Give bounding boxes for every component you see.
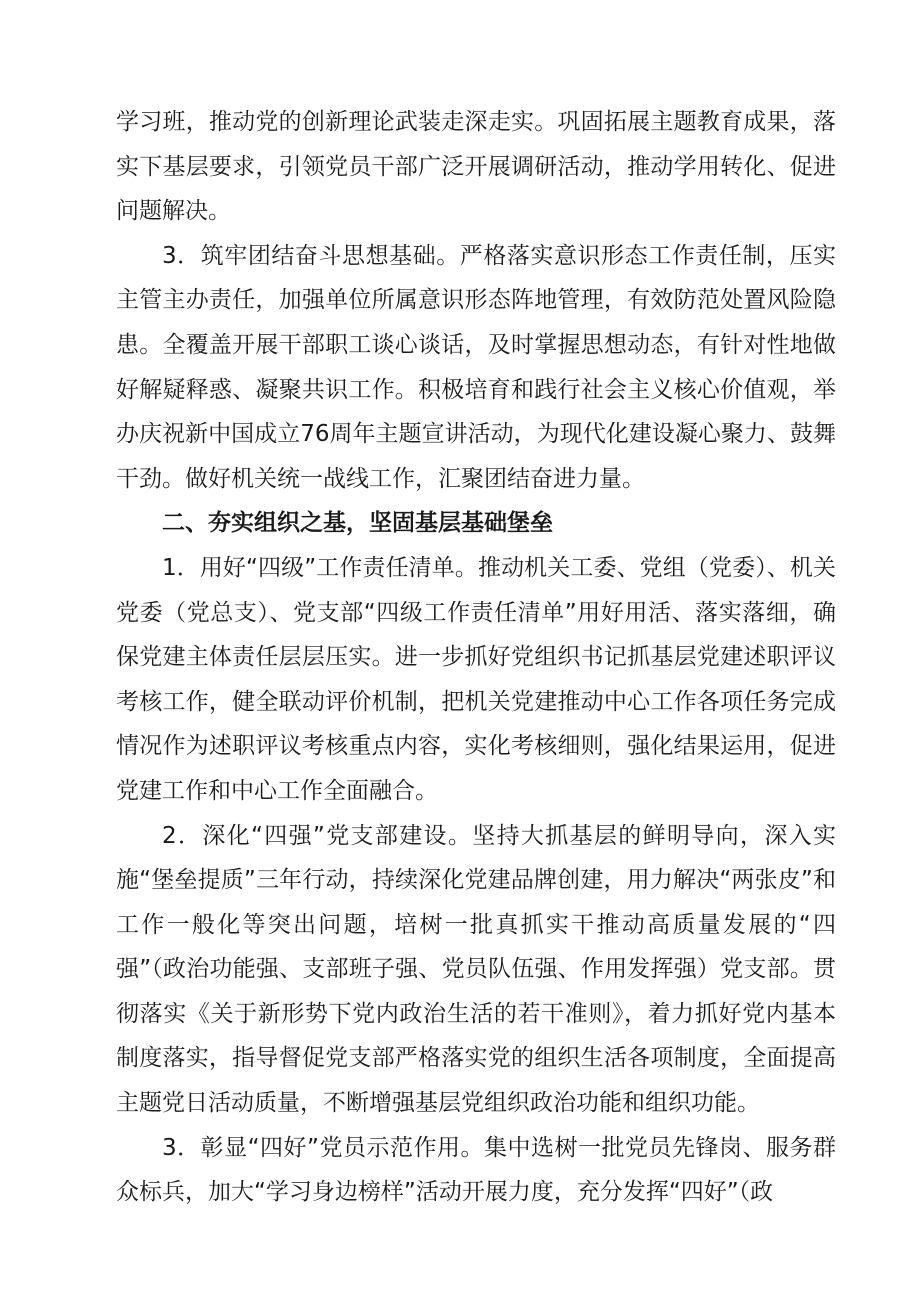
document-body	[116, 100, 836, 1215]
section-heading-organization: 二、夯实组织之基，坚固基层基础堡垒	[162, 510, 553, 537]
paragraph-continuation: 学习班，推动党的创新理论武装走深走实。巩固拓展主题教育成果，落实下基层要求，引领党员干部广泛开展调研活动，推动学用转化、促进问题解决。	[116, 109, 836, 225]
paragraph-ideological-foundation: 3．筑牢团结奋斗思想基础。严格落实意识形态工作责任制，压实主管主办责任，加强单位所属意识形态阵地管理，有效防范处置风险隐患。全覆盖开展干部职工谈心谈话，及时掌握思想动态，有针对性地做好解疑释惑、凝聚共识工作。积极培育和践行社会主义核心价值观，举办庆祝新中国成立76周年主题宣讲活动，为现代化建设凝心聚力、鼓舞干劲。做好机关统一战线工作，汇聚团结奋进力量。	[116, 242, 836, 492]
paragraph-four-strong-branch: 2．深化“四强”党支部建设。坚持大抓基层的鲜明导向，深入实施“堡垒提质”三年行动，持续深化党建品牌创建，用力解决“两张皮”和工作一般化等突出问题，培树一批真抓实干推动高质量发展的“四强”（政治功能强、支部班子强、党员队伍强、作用发挥强）党支部。贯彻落实《关于新形势下党内政治生活的若干准则》，着力抓好党内基本制度落实，指导督促党支部严格落实党的组织生活各项制度，全面提高主题党日活动质量，不断增强基层党组织政治功能和组织功能。	[116, 822, 836, 1117]
paragraph-four-good-members: 3．彰显“四好”党员示范作用。集中选树一批党员先锋岗、服务群众标兵，加大“学习身边榜样”活动开展力度，充分发挥“四好”（政	[116, 1134, 836, 1206]
paragraph-four-level-responsibility: 1．用好“四级”工作责任清单。推动机关工委、党组（党委）、机关党委（党总支）、党支部“四级工作责任清单”用好用活、落实落细，确保党建主体责任层层压实。进一步抓好党组织书记抓基层党建述职评议考核工作，健全联动评价机制，把机关党建推动中心工作各项任务完成情况作为述职评议考核重点内容，实化考核细则，强化结果运用，促进党建工作和中心工作全面融合。	[116, 554, 836, 804]
